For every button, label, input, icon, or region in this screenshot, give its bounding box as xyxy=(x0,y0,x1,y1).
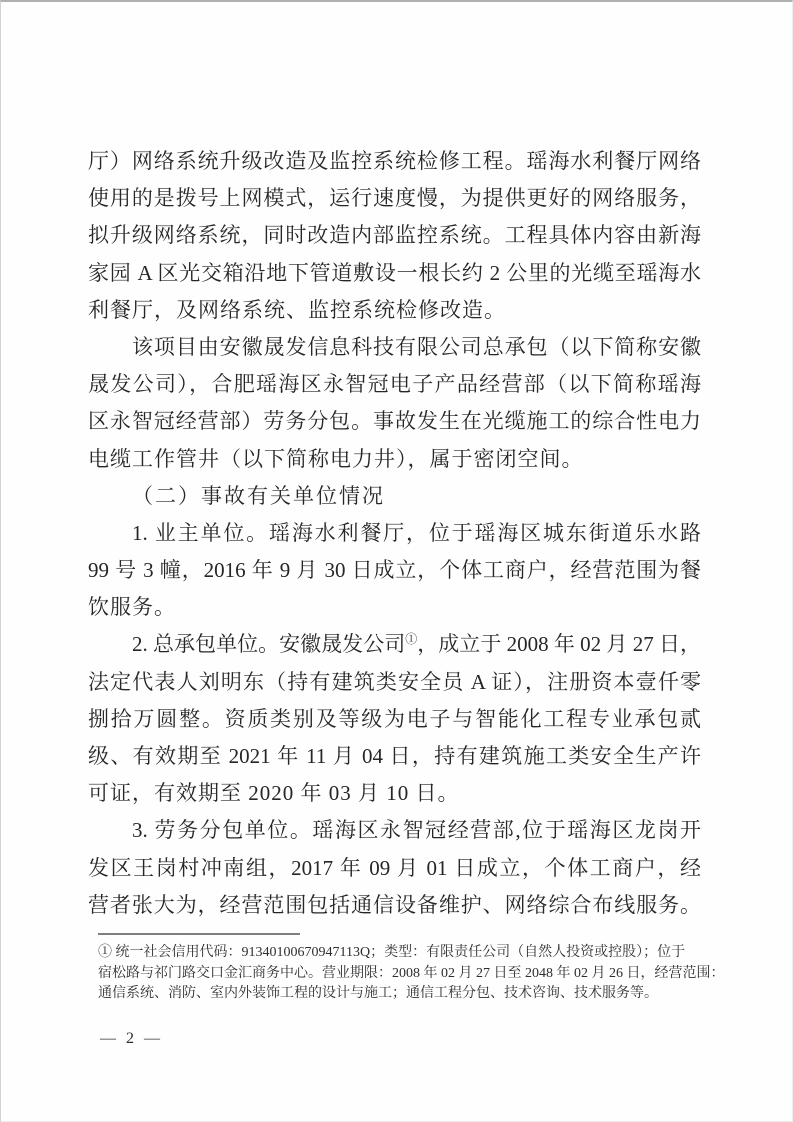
text-line: 晟发公司），合肥瑶海区永智冠电子产品经营部（以下简称瑶海 xyxy=(88,372,701,397)
text-line: 家园 A 区光交箱沿地下管道敷设一根长约 2 公里的光缆至瑶海水 xyxy=(88,260,701,285)
footnote-separator xyxy=(98,933,300,935)
text-line: 厅）网络系统升级改造及监控系统检修工程。瑶海水利餐厅网络 xyxy=(88,149,701,173)
footnote-line: 通信系统、消防、室内外装饰工程的设计与施工；通信工程分包、技术咨询、技术服务等。 xyxy=(98,986,658,1002)
text-line: 发区王岗村冲南组，2017 年 09 月 01 日成立，个体工商户，经 xyxy=(88,855,701,880)
text-line: 饮服务。 xyxy=(88,595,176,620)
text-line: 级、有效期至 2021 年 11 月 04 日，持有建筑施工类安全生产许 xyxy=(88,744,701,768)
text-line: 电缆工作管井（以下简称电力井），属于密闭空间。 xyxy=(88,446,584,471)
footnote-line: ① 统一社会信用代码：91340100670947113Q；类型：有限责任公司（自然人投资或控股）；位于 xyxy=(98,945,686,960)
text-line: 使用的是拨号上网模式，运行速度慢，为提供更好的网络服务， xyxy=(88,186,701,211)
section-heading: （二）事故有关单位情况 xyxy=(132,483,385,508)
text-line: 1. 业主单位。瑶海水利餐厅，位于瑶海区城东街道乐水路 xyxy=(132,520,701,545)
text-line: 营者张大为，经营范围包括通信设备维护、网络综合布线服务。 xyxy=(88,892,701,917)
footnote-ref-marker: ① xyxy=(405,632,418,647)
text-line: 利餐厅，及网络系统、监控系统检修改造。 xyxy=(88,297,506,322)
text-line: 3. 劳务分包单位。瑶海区永智冠经营部,位于瑶海区龙岗开 xyxy=(132,818,701,843)
page-number: — 2 — xyxy=(100,1030,163,1047)
text-line: 区永智冠经营部）劳务分包。事故发生在光缆施工的综合性电力 xyxy=(88,409,701,434)
footnote-block xyxy=(98,933,726,1005)
text-line: 该项目由安徽晟发信息科技有限公司总承包（以下简称安徽 xyxy=(132,334,701,359)
footnote-line: 宿松路与祁门路交口金汇商务中心。营业期限：2008 年 02 月 27 日至 2048 年 02 月 26 日，经营范围： xyxy=(98,965,725,981)
text-line: 99 号 3 幢，2016 年 9 月 30 日成立，个体工商户，经营范围为餐 xyxy=(88,558,701,583)
text-line: 捌拾万圆整。资质类别及等级为电子与智能化工程专业承包贰 xyxy=(88,706,701,731)
text-line: 法定代表人刘明东（持有建筑类安全员 A 证），注册资本壹仟零 xyxy=(88,669,701,694)
text-line: 2. 总承包单位。安徽晟发公司①，成立于 2008 年 02 月 27 日， xyxy=(132,632,701,657)
document-lines xyxy=(88,143,701,924)
text-line: 拟升级网络系统，同时改造内部监控系统。工程具体内容由新海 xyxy=(88,223,701,248)
text-line: 可证，有效期至 2020 年 03 月 10 日。 xyxy=(88,781,460,806)
